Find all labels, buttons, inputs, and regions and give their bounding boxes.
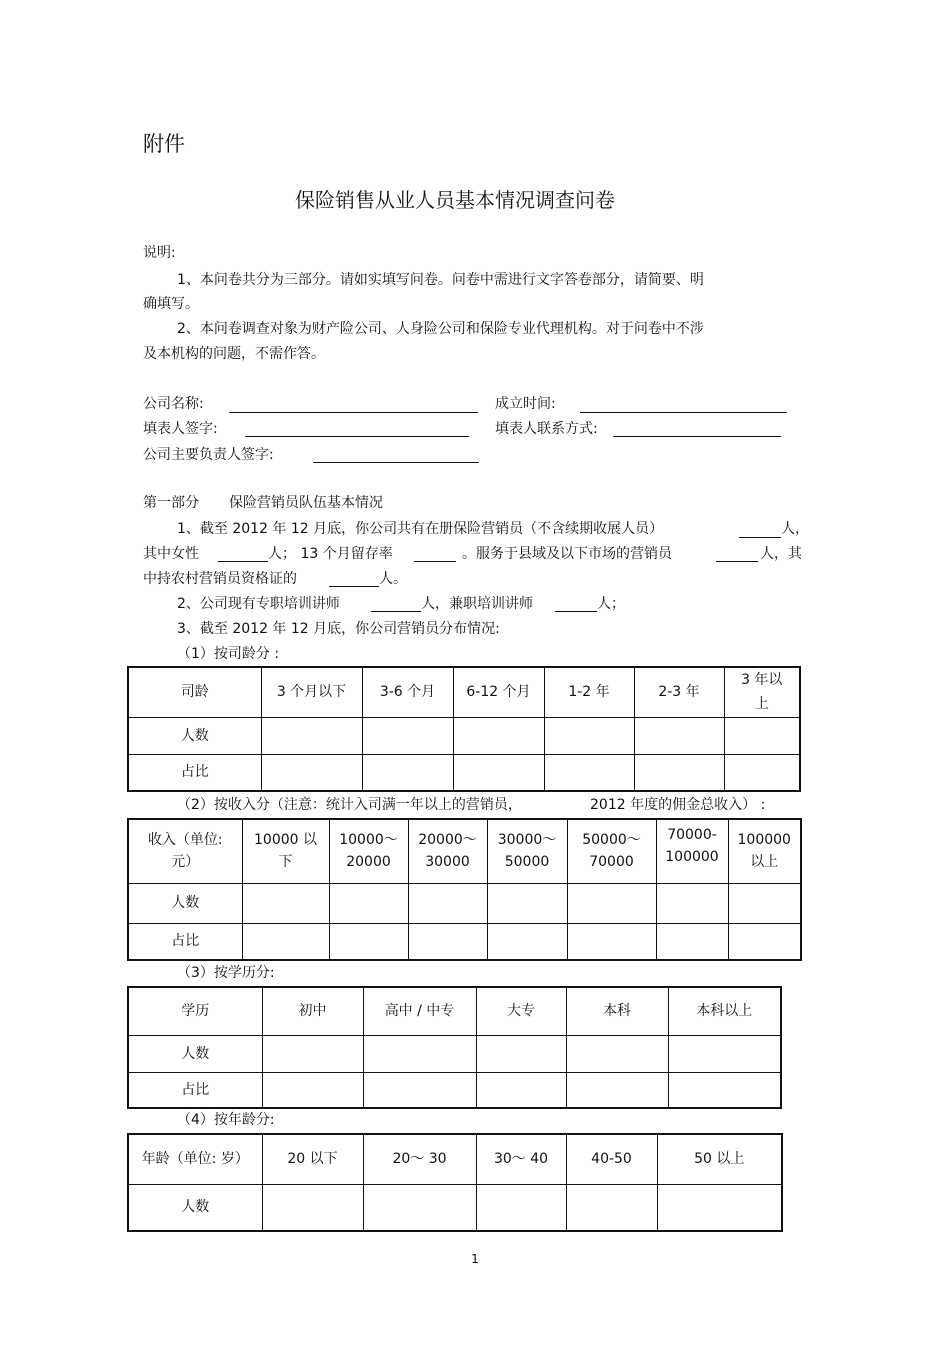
input-cell[interactable]: [668, 1035, 781, 1072]
sub3-label: （3）按学历分:: [177, 965, 275, 981]
table-header-cell: 20～ 30: [363, 1134, 476, 1184]
table-header-cell: 本科以上: [668, 987, 781, 1035]
table-header-cell: 6-12 个月: [453, 667, 544, 717]
table-header-cell: 初中: [262, 987, 363, 1035]
sub2-label: （2）按收入分（注意：统计入司满一年以上的营销员，: [177, 797, 522, 813]
table-header-cell: 3-6 个月: [362, 667, 453, 717]
table-header-cell: 40-50: [566, 1134, 657, 1184]
q1-female-blank[interactable]: [218, 561, 268, 562]
q1-rural-blank[interactable]: [329, 586, 379, 587]
row-label: 人数: [128, 1035, 262, 1072]
filler-contact-label: 填表人联系方式:: [495, 421, 598, 437]
note1-line2: 确填写。: [143, 296, 199, 312]
company-name-blank[interactable]: [229, 412, 478, 413]
q2-text-c: 人；: [597, 596, 625, 612]
input-cell[interactable]: [566, 1072, 668, 1108]
input-cell[interactable]: [262, 1035, 363, 1072]
header-line: 10000 以: [254, 832, 317, 849]
q2-text-a: 2、公司现有专职培训讲师: [177, 596, 340, 612]
table-row: [128, 1072, 781, 1108]
sub2-label-b: 2012 年度的佣金总收入） :: [590, 797, 766, 813]
table-header-cell: 3 年以上: [724, 667, 800, 717]
filler-contact-blank[interactable]: [613, 436, 781, 437]
input-cell[interactable]: [476, 1035, 566, 1072]
input-cell[interactable]: [363, 1035, 476, 1072]
table-header-cell: 30～ 40: [476, 1134, 566, 1184]
tenure-table: [127, 666, 801, 792]
input-cell[interactable]: [242, 883, 329, 923]
input-cell[interactable]: [329, 923, 408, 960]
table-row: [128, 1184, 782, 1231]
input-cell[interactable]: [242, 923, 329, 960]
note2-line1: 2、本问卷调查对象为财产险公司、人身险公司和保险专业代理机构。对于问卷中不涉: [177, 321, 704, 337]
input-cell[interactable]: [724, 717, 800, 754]
input-cell[interactable]: [262, 1072, 363, 1108]
input-cell[interactable]: [262, 1184, 363, 1231]
header-line: 下: [278, 854, 293, 871]
table-header-cell: 司龄: [128, 667, 261, 717]
sub1-label: （1）按司龄分 :: [177, 646, 280, 662]
q1-county-blank[interactable]: [716, 561, 758, 562]
input-cell[interactable]: [566, 1184, 657, 1231]
table-header-cell: [487, 819, 567, 883]
q2-text-b: 人，兼职培训讲师: [421, 596, 533, 612]
input-cell[interactable]: [728, 923, 801, 960]
filler-sign-label: 填表人签字:: [143, 421, 218, 437]
note1-line1: 1、本问卷共分为三部分。请如实填写问卷。问卷中需进行文字答卷部分，请简要、明: [177, 272, 704, 288]
table-header-cell: 20 以下: [262, 1134, 363, 1184]
table-header-row: [128, 667, 800, 717]
table-header-cell: 年龄（单位: 岁）: [128, 1134, 262, 1184]
row-label: 占比: [128, 1072, 262, 1108]
leader-sign-blank[interactable]: [313, 462, 479, 463]
row-label: 人数: [128, 717, 261, 754]
table-header-cell: [128, 819, 242, 883]
page-number: 1: [471, 1252, 479, 1266]
q1-text-f: 人，其: [760, 546, 802, 562]
note-heading: 说明:: [143, 245, 176, 261]
table-header-row: [128, 1134, 782, 1184]
table-header-row: [128, 819, 801, 883]
table-row: [128, 717, 800, 754]
income-table: [127, 818, 802, 961]
table-header-cell: 3 个月以下: [261, 667, 362, 717]
header-line: 50000: [504, 854, 550, 871]
input-cell[interactable]: [362, 754, 453, 791]
header-line: 收入（单位:: [147, 832, 223, 849]
header-line: 70000-: [667, 827, 717, 843]
input-cell[interactable]: [668, 1072, 781, 1108]
q1-retention-blank[interactable]: [414, 561, 456, 562]
table-row: [128, 1035, 781, 1072]
input-cell[interactable]: [487, 923, 567, 960]
table-header-cell: [408, 819, 487, 883]
header-line: 以上: [750, 854, 779, 871]
note2-line2: 及本机构的问题，不需作答。: [143, 346, 325, 362]
sub4-label: （4）按年龄分:: [177, 1112, 275, 1128]
input-cell[interactable]: [657, 1184, 782, 1231]
q2-parttime-blank[interactable]: [555, 611, 597, 612]
company-name-label: 公司名称:: [143, 396, 204, 412]
document-title: 保险销售从业人员基本情况调查问卷: [295, 188, 615, 212]
header-line: 20000: [346, 854, 391, 871]
row-label: 占比: [128, 923, 242, 960]
table-header-cell: 1-2 年: [544, 667, 634, 717]
input-cell[interactable]: [634, 717, 724, 754]
q1-text-b: 人，: [781, 521, 809, 537]
q2-fulltime-blank[interactable]: [371, 611, 421, 612]
table-header-cell: [329, 819, 408, 883]
header-line: 元）: [171, 854, 200, 871]
input-cell[interactable]: [261, 717, 362, 754]
input-cell[interactable]: [567, 923, 656, 960]
q1-text-c: 其中女性: [143, 546, 199, 562]
input-cell[interactable]: [634, 754, 724, 791]
input-cell[interactable]: [408, 923, 487, 960]
input-cell[interactable]: [363, 1184, 476, 1231]
q1-text-e: 。服务于县域及以下市场的营销员: [462, 546, 672, 562]
header-line: 30000: [425, 854, 470, 871]
input-cell[interactable]: [476, 1184, 566, 1231]
input-cell[interactable]: [656, 923, 728, 960]
table-header-cell: 学历: [128, 987, 262, 1035]
q1-text-a: 1、截至 2012 年 12 月底，你公司共有在册保险营销员（不含续期收展人员）: [177, 521, 664, 537]
row-label: 人数: [128, 1184, 262, 1231]
header-line: 100000: [665, 849, 719, 865]
table-header-cell: 50 以上: [657, 1134, 782, 1184]
header-line: 50000～: [582, 832, 641, 849]
table-header-cell: [656, 819, 728, 883]
table-header-cell: 2-3 年: [634, 667, 724, 717]
q1-text-h: 人。: [379, 571, 407, 587]
table-header-row: [128, 987, 781, 1035]
table-header-cell: [242, 819, 329, 883]
q1-text-g: 中持农村营销员资格证的: [143, 571, 297, 587]
input-cell[interactable]: [362, 717, 453, 754]
input-cell[interactable]: [656, 883, 728, 923]
leader-sign-label: 公司主要负责人签字:: [143, 447, 274, 463]
founded-blank[interactable]: [580, 412, 787, 413]
header-line: 100000: [737, 832, 791, 849]
header-line: 10000～: [339, 832, 398, 849]
education-table: [127, 986, 782, 1109]
filler-sign-blank[interactable]: [245, 436, 469, 437]
table-header-cell: 本科: [566, 987, 668, 1035]
table-row: [128, 923, 801, 960]
row-label: 人数: [128, 883, 242, 923]
input-cell[interactable]: [728, 883, 801, 923]
input-cell[interactable]: [567, 883, 656, 923]
input-cell[interactable]: [261, 754, 362, 791]
input-cell[interactable]: [363, 1072, 476, 1108]
q1-total-blank[interactable]: [739, 537, 781, 538]
header-line: 70000: [589, 854, 634, 871]
part1-heading-title: 保险营销员队伍基本情况: [229, 495, 383, 511]
table-header-cell: 高中 / 中专: [363, 987, 476, 1035]
input-cell[interactable]: [544, 754, 634, 791]
input-cell[interactable]: [487, 883, 567, 923]
input-cell[interactable]: [329, 883, 408, 923]
header-line: 30000～: [497, 832, 557, 849]
input-cell[interactable]: [544, 717, 634, 754]
row-label: 占比: [128, 754, 261, 791]
header-line: 20000～: [418, 832, 477, 849]
table-row: [128, 754, 800, 791]
input-cell[interactable]: [476, 1072, 566, 1108]
founded-label: 成立时间:: [495, 396, 556, 412]
table-row: [128, 883, 801, 923]
input-cell[interactable]: [408, 883, 487, 923]
input-cell[interactable]: [453, 717, 544, 754]
input-cell[interactable]: [453, 754, 544, 791]
q3-text: 3、截至 2012 年 12 月底，你公司营销员分布情况:: [177, 621, 500, 637]
age-table: [127, 1133, 783, 1232]
attachment-label: 附件: [143, 132, 185, 156]
input-cell[interactable]: [566, 1035, 668, 1072]
table-header-cell: 大专: [476, 987, 566, 1035]
table-header-cell: [567, 819, 656, 883]
input-cell[interactable]: [724, 754, 800, 791]
table-header-cell: [728, 819, 801, 883]
part1-heading: 第一部分: [143, 495, 199, 511]
q1-text-d: 人； 13 个月留存率: [268, 546, 393, 562]
